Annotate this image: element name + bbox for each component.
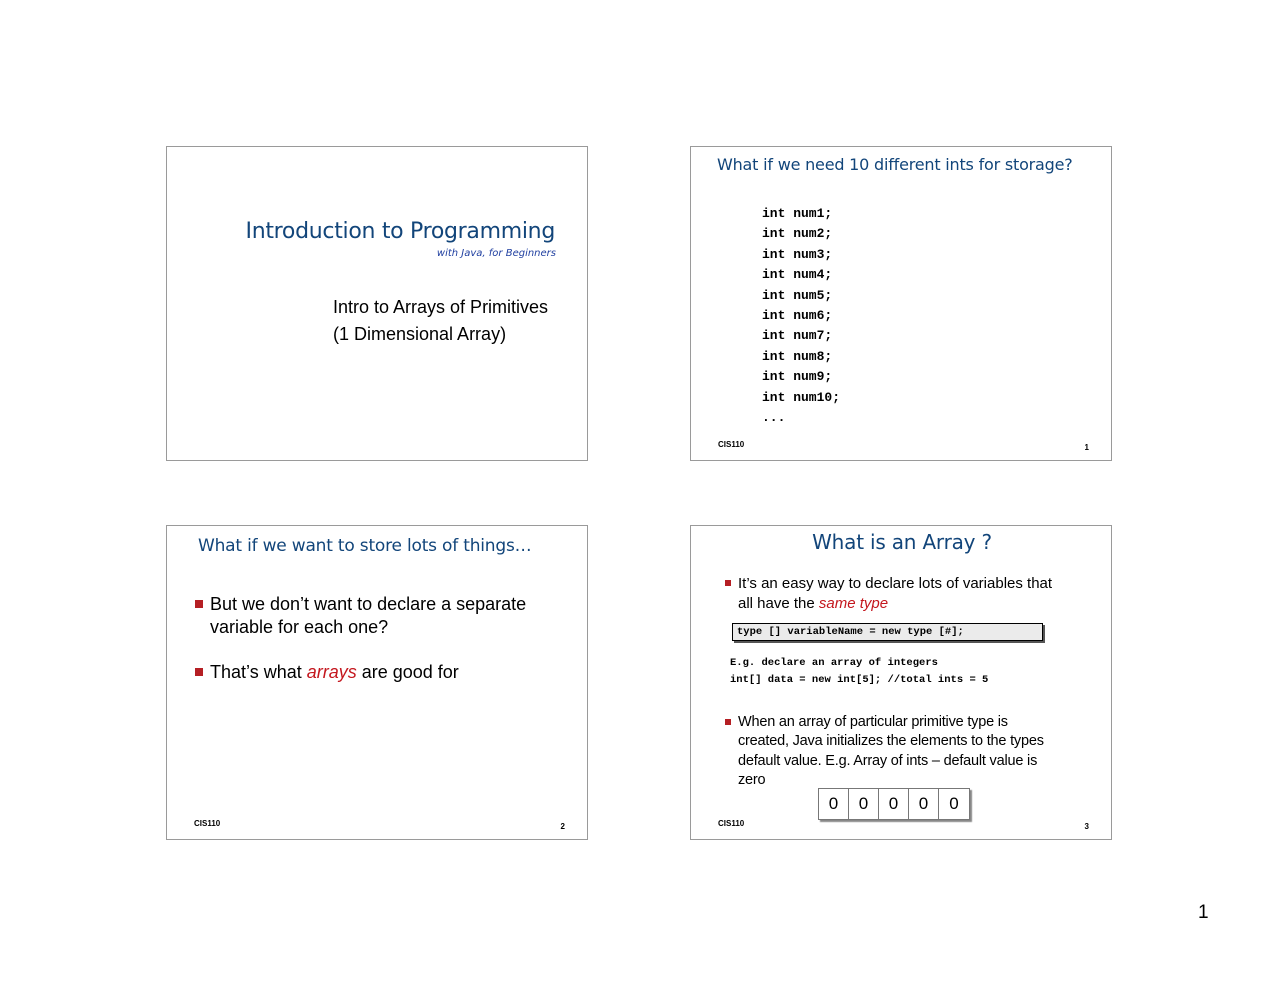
slide-ten-ints xyxy=(690,146,1112,461)
slide-topic-line-1: Intro to Arrays of Primitives xyxy=(333,297,549,317)
code-line: int num4; xyxy=(762,267,833,283)
page-number: 1 xyxy=(1198,902,1209,923)
bullet-item xyxy=(195,661,459,684)
bullet-text-line: default value. E.g. Array of ints – default value is xyxy=(738,752,1038,769)
slide-footer-course: CIS110 xyxy=(718,819,745,828)
slide-number: 1 xyxy=(1084,443,1089,452)
code-listing xyxy=(762,204,840,428)
bullet-text-line: variable for each one? xyxy=(210,617,389,637)
array-cell: 0 xyxy=(879,789,909,819)
bullet-marker xyxy=(725,719,731,725)
slide-number: 3 xyxy=(1084,822,1089,831)
slide-footer-course: CIS110 xyxy=(194,819,221,828)
syntax-box: type [] variableName = new type [#]; xyxy=(732,623,1043,641)
bullet-item xyxy=(725,574,1052,613)
example-code: int[] data = new int[5]; //total ints = 5 xyxy=(730,674,989,686)
bullet-text-line: created, Java initializes the elements to the types xyxy=(738,733,1044,750)
slide-title xyxy=(166,146,588,461)
slide-lots-of-things xyxy=(166,525,588,840)
array-cell: 0 xyxy=(849,789,879,819)
bullet-item xyxy=(195,593,526,639)
slide-title-heading: Introduction to Programming xyxy=(245,219,555,244)
code-line: ... xyxy=(762,410,786,426)
bullet-text: all have the xyxy=(738,594,819,612)
code-line: int num6; xyxy=(762,308,833,324)
code-line: int num8; xyxy=(762,348,833,364)
bullet-text-line: But we don’t want to declare a separate xyxy=(210,594,527,614)
bullet-emphasis: same type xyxy=(818,594,889,612)
bullet-marker xyxy=(725,580,731,586)
bullet-text-line: It’s an easy way to declare lots of variables that xyxy=(738,575,1053,592)
example-label: E.g. declare an array of integers xyxy=(730,657,938,669)
bullet-item xyxy=(725,713,1044,790)
array-cell: 0 xyxy=(949,794,959,813)
code-line: int num10; xyxy=(762,389,841,405)
slide-topic-line-2: (1 Dimensional Array) xyxy=(333,324,507,344)
bullet-marker xyxy=(195,600,203,608)
bullet-emphasis: arrays xyxy=(306,662,357,682)
bullet-marker xyxy=(195,668,203,676)
bullet-text-line: zero xyxy=(738,771,766,788)
slide-footer-course: CIS110 xyxy=(718,440,745,449)
bullet-text: That’s what xyxy=(210,662,307,682)
array-diagram xyxy=(818,788,970,820)
code-line: int num9; xyxy=(762,369,833,385)
slide-title-subtitle: with Java, for Beginners xyxy=(436,248,556,259)
slide-heading: What is an Array ? xyxy=(812,530,992,554)
slide-heading: What if we want to store lots of things… xyxy=(198,536,532,556)
slide-what-is-array xyxy=(690,525,1112,840)
slide-heading: What if we need 10 different ints for storage? xyxy=(717,155,1073,174)
array-cell: 0 xyxy=(819,789,849,819)
code-line: int num7; xyxy=(762,328,833,344)
array-cell: 0 xyxy=(909,789,939,819)
slide-number: 2 xyxy=(560,822,565,831)
code-line: int num2; xyxy=(762,226,833,242)
bullet-text-line: When an array of particular primitive type is xyxy=(738,714,1008,730)
code-line: int num1; xyxy=(762,206,833,221)
code-line: int num5; xyxy=(762,287,833,303)
code-line: int num3; xyxy=(762,246,833,262)
bullet-text: are good for xyxy=(356,662,459,682)
